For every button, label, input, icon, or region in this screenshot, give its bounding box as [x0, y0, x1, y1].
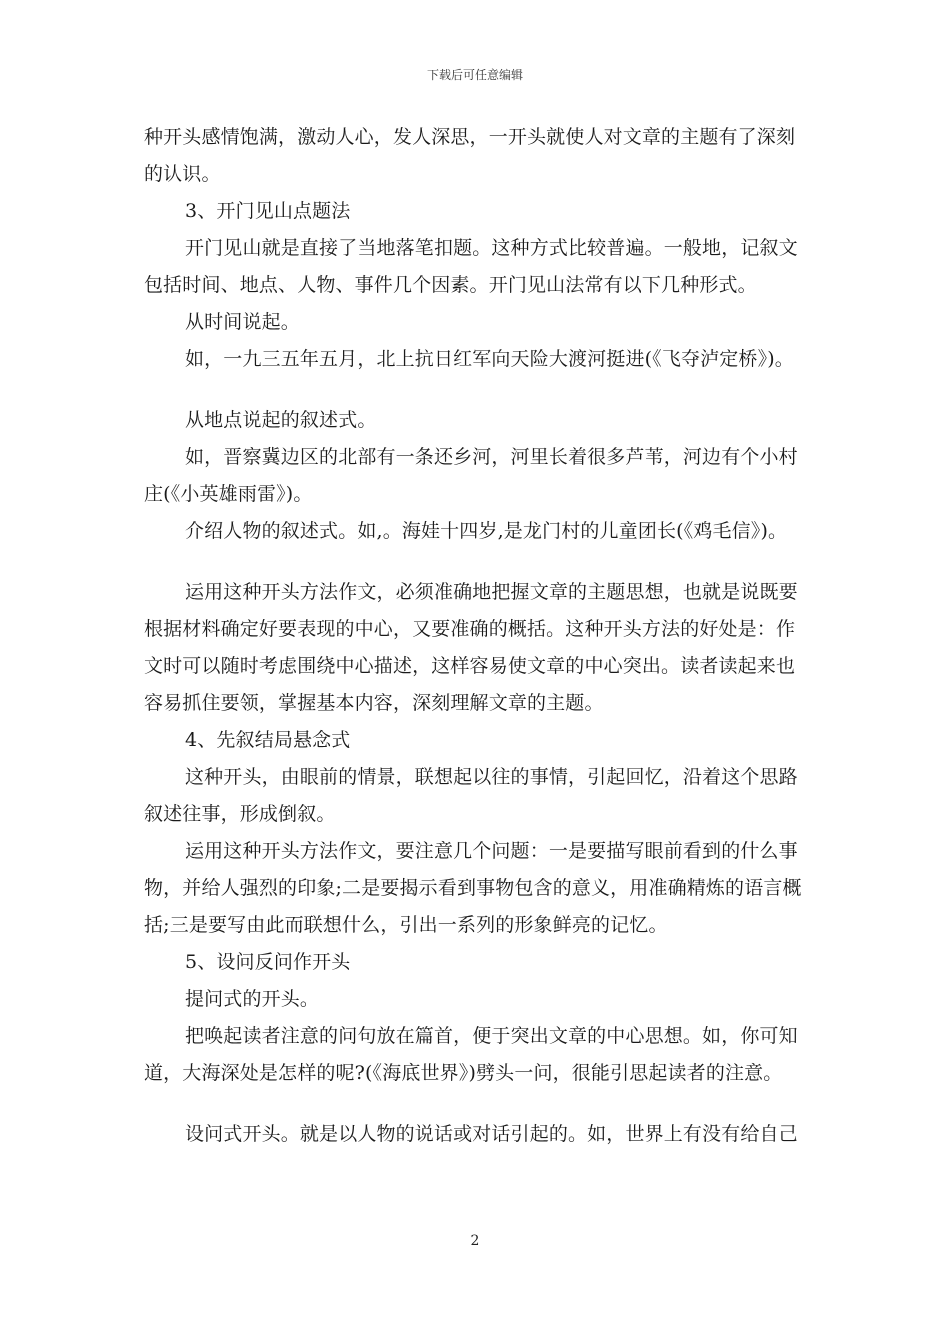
text-line: 道，大海深处是怎样的呢?(《海底世界》)劈头一问，很能引思起读者的注意。 [144, 1062, 783, 1084]
text-line: 从地点说起的叙述式。 [185, 409, 377, 431]
text-line: 运用这种开头方法作文，要注意几个问题：一是要描写眼前看到的什么事 [185, 840, 798, 862]
text-line: 介绍人物的叙述式。如,。海娃十四岁,是龙门村的儿童团长(《鸡毛信》)。 [185, 520, 788, 542]
section-heading: 3、开门见山点题法 [185, 200, 351, 222]
text-line: 提问式的开头。 [185, 988, 320, 1010]
text-line: 设问式开头。就是以人物的说话或对话引起的。如，世界上有没有给自己 [185, 1123, 798, 1145]
text-line: 从时间说起。 [185, 311, 300, 333]
text-line: 把唤起读者注意的问句放在篇首，便于突出文章的中心思想。如，你可知 [185, 1025, 798, 1047]
text-line: 运用这种开头方法作文，必须准确地把握文章的主题思想，也就是说既要 [185, 581, 798, 603]
text-line: 文时可以随时考虑围绕中心描述，这样容易使文章的中心突出。读者读起来也 [144, 655, 796, 677]
section-heading: 5、设问反问作开头 [185, 951, 351, 973]
text-line: 物，并给人强烈的印象;二是要揭示看到事物包含的意义，用准确精炼的语言概 [144, 877, 802, 899]
text-line: 括;三是要写由此而联想什么，引出一系列的形象鲜亮的记忆。 [144, 914, 668, 936]
text-line: 这种开头，由眼前的情景，联想起以往的事情，引起回忆，沿着这个思路 [185, 766, 798, 788]
section-heading: 4、先叙结局悬念式 [185, 729, 351, 751]
text-line: 庄(《小英雄雨雷》)。 [144, 483, 313, 505]
text-line: 开门见山就是直接了当地落笔扣题。这种方式比较普遍。一般地，记叙文 [185, 237, 798, 259]
text-line: 如，晋察冀边区的北部有一条还乡河，河里长着很多芦苇，河边有个小村 [185, 446, 798, 468]
text-line: 如，一九三五年五月，北上抗日红军向天险大渡河挺进(《飞夺泸定桥》)。 [185, 348, 794, 370]
text-line: 叙述往事，形成倒叙。 [144, 803, 336, 825]
text-line: 的认识。 [144, 163, 221, 185]
text-line: 包括时间、地点、人物、事件几个因素。开门见山法常有以下几种形式。 [144, 274, 757, 296]
paragraph-gap [144, 550, 812, 574]
page-number: 2 [470, 1233, 480, 1249]
text-line: 根据材料确定好要表现的中心，又要准确的概括。这种开头方法的好处是：作 [144, 618, 796, 640]
paragraph-gap [144, 378, 812, 402]
text-line: 容易抓住要领，掌握基本内容，深刻理解文章的主题。 [144, 692, 604, 714]
document-body [144, 119, 812, 1153]
page-header: 下载后可任意编辑 [426, 68, 523, 82]
paragraph-gap [144, 1092, 812, 1116]
text-line: 种开头感情饱满，激动人心，发人深思，一开头就使人对文章的主题有了深刻 [144, 126, 796, 148]
